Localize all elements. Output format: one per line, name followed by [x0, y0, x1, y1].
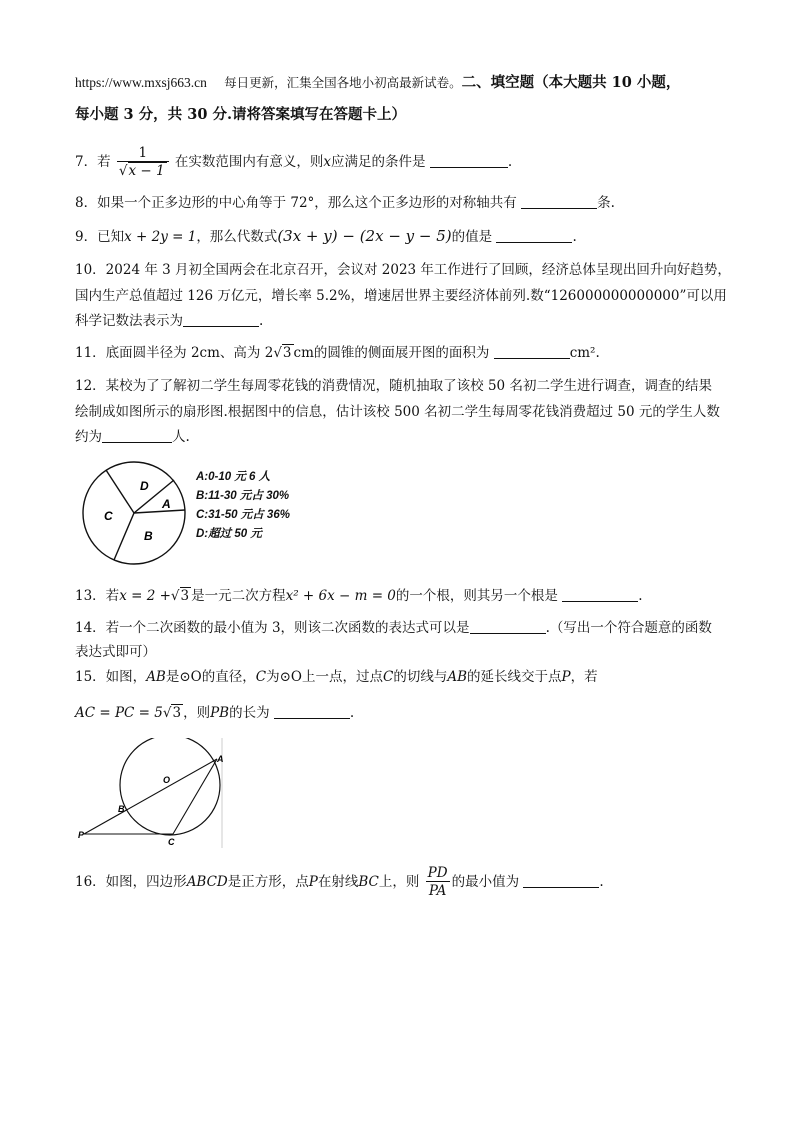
q16-t1: 是正方形，点	[227, 874, 309, 890]
q13-radicand: 3	[180, 588, 190, 604]
question-12-line-1: 12．某校为了了解初二学生每周零花钱的消费情况，随机抽取了该校 50 名初二学生进行调查，调查的结果	[75, 378, 712, 394]
q14-l1b: .（写出一个符合题意的函数	[545, 620, 712, 636]
q15-t6: 的延长线交于点	[467, 669, 562, 685]
q9-mid: ，那么代数式	[196, 229, 278, 245]
q11-coef: 2	[264, 345, 274, 361]
q16-frac-den: PA	[428, 883, 447, 899]
q16-end: .	[599, 874, 604, 890]
question-12-line-3	[75, 427, 190, 447]
q9-end: .	[572, 229, 577, 245]
q11-radicand: 3	[282, 345, 292, 361]
q15-c2: C	[382, 669, 394, 685]
question-15-line-2: AC = PC = 5√3 ，则PB的长为 .	[75, 705, 355, 721]
q7-end: .	[507, 154, 513, 170]
q16-frac-num: PD	[427, 865, 448, 881]
q15-end: .	[349, 705, 355, 721]
q13-end: .	[638, 588, 643, 604]
answer-blank-12[interactable]	[102, 428, 172, 443]
question-11: 11．底面圆半径为 2cm、高为 2√3 cm的圆锥的侧面展开图的面积为 cm².	[75, 345, 600, 361]
q16-abcd: ABCD	[186, 874, 228, 890]
q7-text: 在实数范围内有意义，则	[174, 154, 324, 170]
answer-blank-15[interactable]	[274, 704, 350, 719]
question-13: 13．若x = 2 +√3 是一元二次方程x² + 6x − m = 0的一个根，则其另一个根是 .	[75, 588, 643, 604]
q15-t4: 上一点，过点	[301, 669, 383, 685]
pie-label-c: C	[104, 509, 113, 523]
pie-divider-3	[134, 510, 185, 513]
q7-fraction: $\frac{1}{√x - 1}$	[117, 145, 169, 180]
question-16	[75, 865, 604, 900]
question-10-line-2: 国内生产总值超过 126 万亿元，增长率 5.2%，增速居世界主要经济体前列.数“126000000000000”可以用	[75, 288, 727, 304]
answer-blank-16[interactable]	[523, 873, 599, 888]
q15-t2: 的直径，	[201, 669, 256, 685]
q9-pre: 9．已知	[75, 229, 125, 245]
answer-blank-14[interactable]	[470, 619, 546, 634]
q11-unit: cm	[293, 345, 314, 361]
line-pa	[84, 759, 217, 834]
q13-mid: 是一元二次方程	[191, 588, 286, 604]
question-15-line-1	[75, 667, 598, 687]
question-10-line-3	[75, 311, 263, 331]
q15-t1: 是	[165, 669, 180, 685]
q9-eq: x + 2y = 1	[124, 229, 197, 245]
header-note: 每日更新，汇集全国各地小初高最新试卷。	[224, 75, 462, 90]
q16-p: P	[308, 874, 318, 890]
q15-l2c: 的长为	[229, 705, 270, 721]
legend-a: A:0-10 元 6 人	[196, 471, 271, 483]
q12-l3: 约为	[75, 429, 102, 445]
q8-end: 条.	[597, 195, 615, 211]
q15-l2a: AC = PC = 5	[75, 705, 163, 721]
line-ac	[173, 759, 217, 834]
answer-blank-13[interactable]	[562, 587, 638, 602]
q11-pre: 11．底面圆半径为 2cm、高为	[75, 345, 261, 361]
pie-label-d: D	[140, 479, 149, 493]
question-7	[75, 145, 512, 180]
q16-fraction	[426, 865, 450, 900]
q10-l3: 科学记数法表示为	[75, 313, 183, 329]
pie-label-a: A	[162, 497, 171, 511]
label-p: P	[78, 830, 85, 840]
q15-l1: 15．如图，	[75, 669, 147, 685]
question-9	[75, 226, 577, 247]
question-10-line-1: 10．2024 年 3 月初全国两会在北京召开，会议对 2023 年工作进行了回顾，经济总体呈现出回升向好趋势，	[75, 262, 731, 278]
legend-d: D:超过 50 元	[196, 528, 262, 540]
q7-num: 7．若	[75, 154, 111, 170]
answer-blank-8[interactable]	[521, 194, 597, 209]
answer-blank-9[interactable]	[496, 228, 572, 243]
q15-radicand: 3	[172, 705, 182, 721]
q15-p: P	[561, 669, 571, 685]
legend-c: C:31-50 元占 36%	[196, 509, 290, 521]
answer-blank-10[interactable]	[183, 312, 259, 327]
q7-frac-num: 1	[117, 145, 169, 162]
q13-eq: x² + 6x − m = 0	[285, 588, 396, 604]
q13-pre: 13．若	[75, 588, 120, 604]
label-o: O	[163, 775, 171, 785]
q7-radicand: x − 1	[128, 163, 165, 179]
circle-o	[120, 738, 220, 835]
label-a: A	[217, 754, 224, 764]
q15-c: C	[255, 669, 267, 685]
answer-blank-11[interactable]	[494, 344, 570, 359]
pie-divider-4	[114, 513, 134, 560]
q15-pb: PB	[210, 705, 230, 721]
section-title: 二、填空题（本大题共 10 小题，	[461, 74, 681, 91]
pie-figure	[76, 460, 196, 570]
label-b: B	[118, 804, 125, 814]
q15-t3: 为	[266, 669, 280, 685]
q15-t5: 的切线与	[393, 669, 448, 685]
q9-post: 的值是	[451, 229, 493, 245]
q15-ab2: AB	[447, 669, 467, 685]
q12-end: 人.	[172, 429, 190, 445]
q16-t2: 在射线	[317, 874, 359, 890]
q15-circ2: ⊙O	[279, 669, 302, 685]
question-14-line-2: 表达式即可）	[75, 644, 156, 660]
q11-end: cm².	[569, 345, 600, 361]
answer-blank-7[interactable]	[430, 153, 508, 168]
site-url[interactable]: https://www.mxsj663.cn	[75, 75, 207, 90]
q15-l2b: ，则	[183, 705, 211, 721]
q9-expr: (3x + y) − (2x − y − 5)	[277, 227, 452, 245]
q15-ab: AB	[146, 669, 166, 685]
q15-t7: ，若	[570, 669, 598, 685]
question-8	[75, 193, 615, 213]
q13-x: x = 2 +	[119, 588, 171, 604]
question-12-line-2: 绘制成如图所示的扇形图.根据图中的信息，估计该校 500 名初二学生每周零花钱消费超过 50 元的学生人数	[75, 404, 720, 420]
q8-text: 8．如果一个正多边形的中心角等于 72°，那么这个正多边形的对称轴共有	[75, 195, 517, 211]
q16-bc: BC	[358, 874, 379, 890]
q16-t4: 的最小值为	[451, 874, 520, 890]
q11-post: 的圆锥的侧面展开图的面积为	[313, 345, 490, 361]
pie-divider-1	[106, 470, 134, 513]
q15-circ1: ⊙O	[179, 669, 202, 685]
pie-label-b: B	[144, 529, 153, 543]
q10-end: .	[259, 313, 264, 329]
q13-post: 的一个根，则其另一个根是	[395, 588, 558, 604]
q14-l1: 14．若一个二次函数的最小值为 3，则该二次函数的表达式可以是	[75, 620, 470, 636]
q7-var: x	[323, 154, 332, 170]
header-line	[75, 73, 680, 93]
question-14-line-1	[75, 618, 712, 638]
q16-pre: 16．如图，四边形	[75, 874, 187, 890]
label-c: C	[168, 837, 175, 847]
q16-t3: 上，则	[378, 874, 420, 890]
q7-text2: 应满足的条件是	[331, 154, 426, 170]
section-title-cont: 每小题 3 分，共 30 分.请将答案填写在答题卡上）	[75, 106, 407, 123]
circle-tangent-figure	[74, 738, 230, 850]
pie-legend	[196, 468, 290, 544]
legend-b: B:11-30 元占 30%	[196, 490, 290, 502]
